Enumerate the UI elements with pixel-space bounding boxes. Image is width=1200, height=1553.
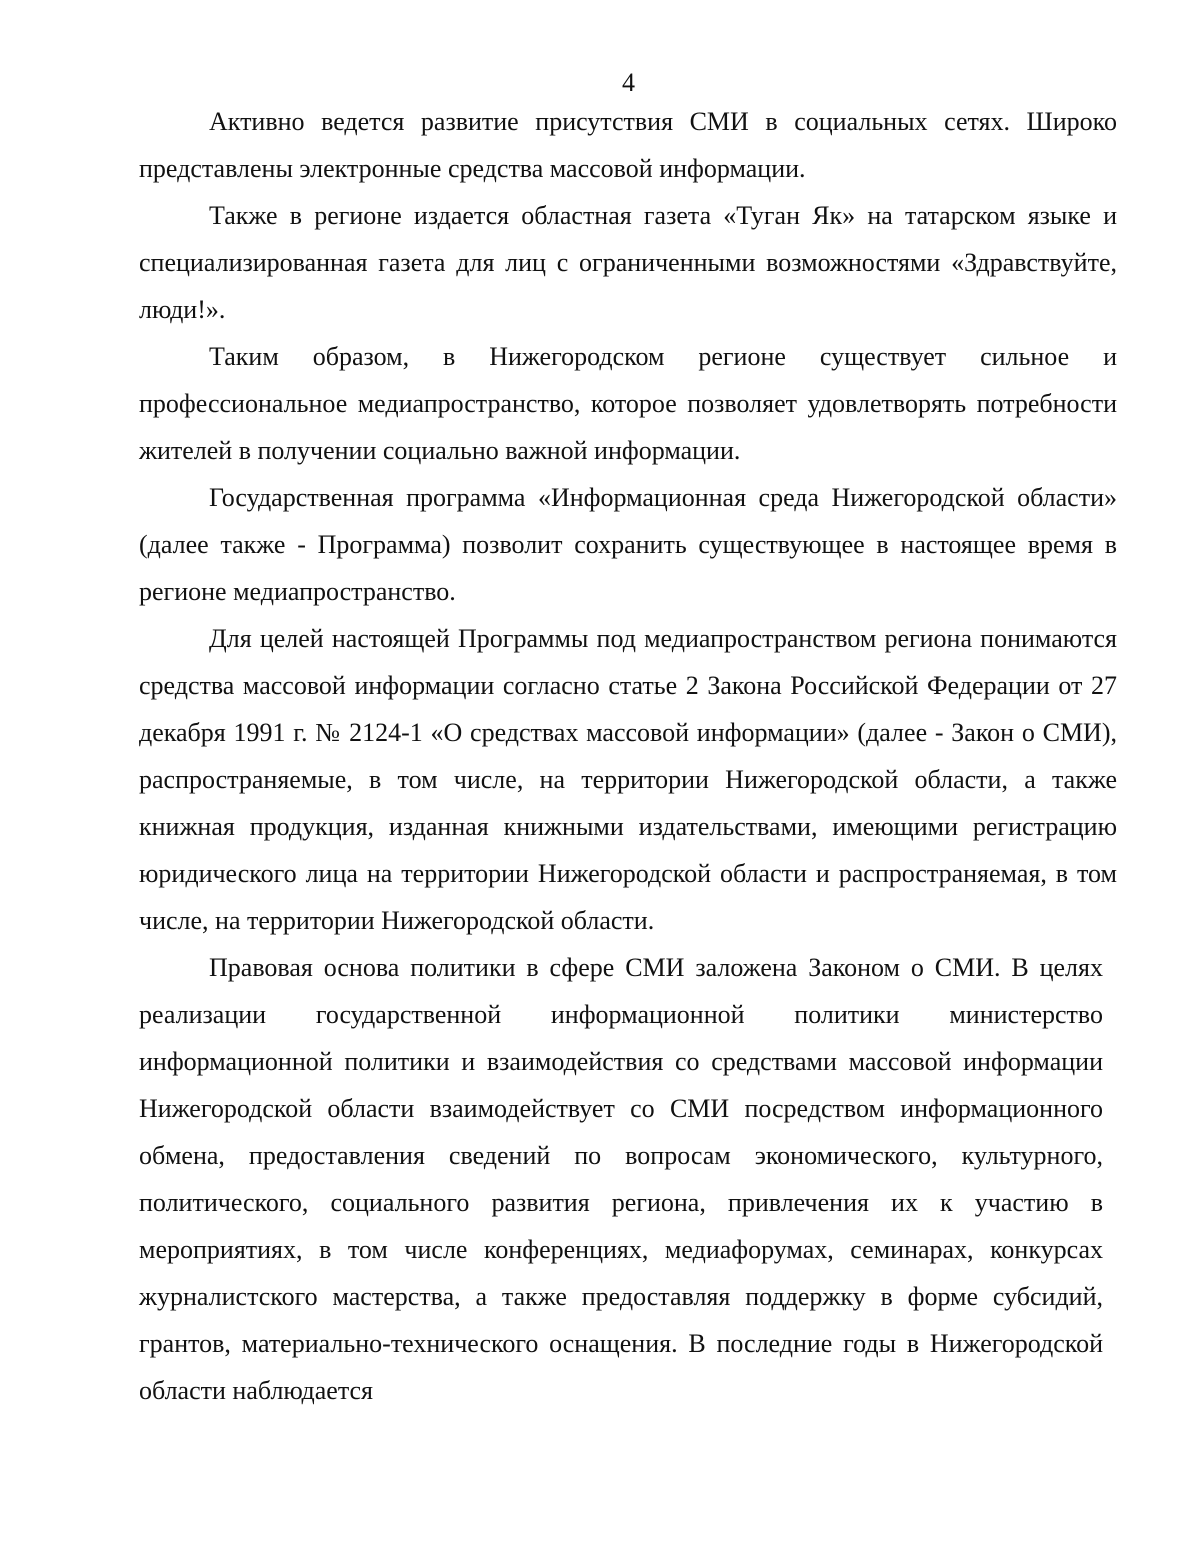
paragraph-2: Также в регионе издается областная газета «Туган Як» на татарском языке и специализированная газета для лиц с ограниченными возможностями «Здравствуйте, люди!». bbox=[139, 201, 1117, 324]
paragraph-4: Государственная программа «Информационная среда Нижегородской области» (далее также - Программа) позволит сохранить существующее в настоящее время в регионе медиапространство. bbox=[139, 483, 1117, 606]
page-number: 4 bbox=[622, 68, 635, 97]
paragraph-6: Правовая основа политики в сфере СМИ заложена Законом о СМИ. В целях реализации государственной информационной политики министерство информационной политики и взаимодействия со средствами массовой информации Нижегородской области взаимодействует со СМИ посредством информационного обмена, предоставления сведений по вопросам экономического, культурного, политического, социального развития региона, привлечения их к участию в мероприятиях, в том числе конференциях, медиафорумах, семинарах, конкурсах журналистского мастерства, а также предоставляя поддержку в форме субсидий, грантов, материально-технического оснащения. В последние годы в Нижегородской области наблюдается bbox=[139, 953, 1103, 1405]
paragraph-1: Активно ведется развитие присутствия СМИ в социальных сетях. Широко представлены электронные средства массовой информации. bbox=[139, 107, 1117, 183]
paragraph-5: Для целей настоящей Программы под медиапространством региона понимаются средства массовой информации согласно статье 2 Закона Российской Федерации от 27 декабря 1991 г. № 2124-1 «О средствах массовой информации» (далее - Закон о СМИ), распространяемые, в том числе, на территории Нижегородской области, а также книжная продукция, изданная книжными издательствами, имеющими регистрацию юридического лица на территории Нижегородской области и распространяемая, в том числе, на территории Нижегородской области. bbox=[139, 624, 1117, 935]
document-body bbox=[139, 98, 1117, 1414]
paragraph-3: Таким образом, в Нижегородском регионе существует сильное и профессиональное медиапространство, которое позволяет удовлетворять потребности жителей в получении социально важной информации. bbox=[139, 342, 1117, 465]
